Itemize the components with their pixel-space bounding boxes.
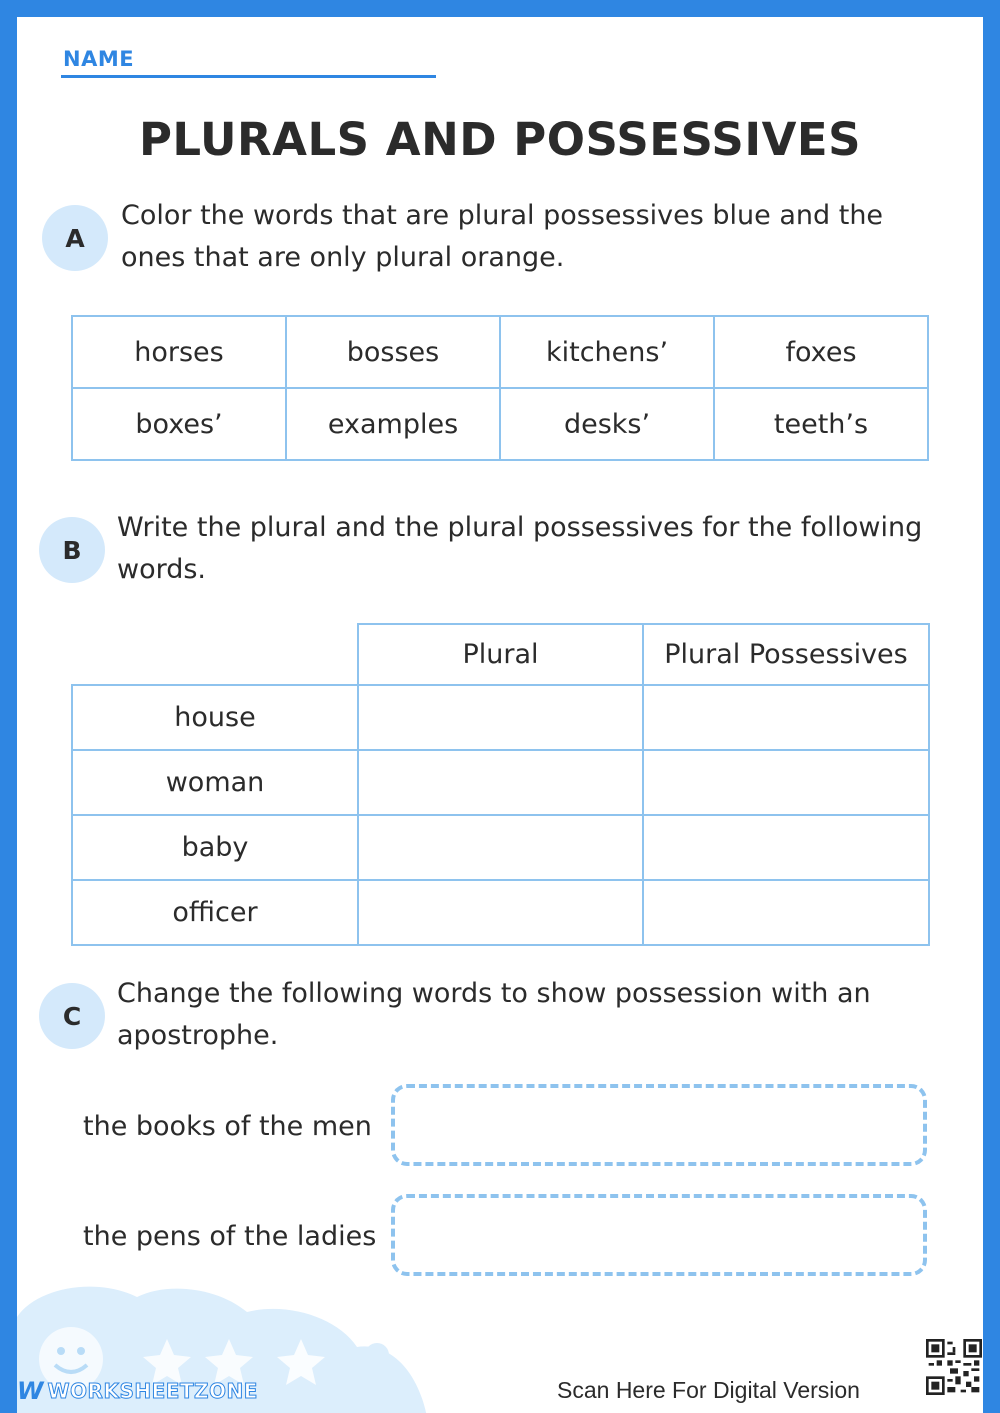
phrase-label: the books of the men xyxy=(83,1111,372,1142)
section-c-badge: C xyxy=(39,983,105,1049)
section-a-instruction xyxy=(121,195,951,279)
possessive-answer-cell[interactable] xyxy=(643,750,929,815)
section-c-instruction xyxy=(117,973,947,1057)
section-b-instruction-line1: Write the plural and the plural possessives for the following xyxy=(117,512,923,543)
word-cell[interactable]: horses xyxy=(72,316,286,388)
header-blank-cell xyxy=(72,624,358,685)
brand-logo xyxy=(17,1377,258,1405)
table-row xyxy=(72,685,929,750)
word-cell[interactable]: desks’ xyxy=(500,388,714,460)
word-cell[interactable]: boxes’ xyxy=(72,388,286,460)
word-cell[interactable]: teeth’s xyxy=(714,388,928,460)
plural-answer-cell[interactable] xyxy=(358,750,643,815)
possessive-answer-cell[interactable] xyxy=(643,815,929,880)
section-a-instruction-line2: ones that are only plural orange. xyxy=(121,242,565,273)
brand-w-icon: W xyxy=(17,1377,44,1405)
plural-table xyxy=(71,623,930,946)
possessive-answer-cell[interactable] xyxy=(643,685,929,750)
section-b-instruction xyxy=(117,507,947,591)
plural-answer-cell[interactable] xyxy=(358,685,643,750)
table-row xyxy=(72,388,928,460)
section-b-instruction-line2: words. xyxy=(117,554,207,585)
word-cell: woman xyxy=(72,750,358,815)
section-c-instruction-line1: Change the following words to show possession with an xyxy=(117,978,871,1009)
phrase-label: the pens of the ladies xyxy=(83,1221,377,1252)
answer-box[interactable] xyxy=(391,1194,927,1276)
brand-name: WORKSHEETZONE xyxy=(47,1379,258,1403)
possessive-answer-cell[interactable] xyxy=(643,880,929,945)
section-c-instruction-line2: apostrophe. xyxy=(117,1020,279,1051)
header-plural: Plural xyxy=(358,624,643,685)
word-cell[interactable]: bosses xyxy=(286,316,500,388)
table-header-row xyxy=(72,624,929,685)
header-plural-possessives: Plural Possessives xyxy=(643,624,929,685)
word-cell: officer xyxy=(72,880,358,945)
word-cell[interactable]: kitchens’ xyxy=(500,316,714,388)
table-row xyxy=(72,880,929,945)
section-a-badge: A xyxy=(42,205,108,271)
qr-code-icon[interactable] xyxy=(926,1339,982,1395)
name-line[interactable] xyxy=(61,75,436,78)
page-title: PLURALS AND POSSESSIVES xyxy=(138,113,862,166)
section-a-instruction-line1: Color the words that are plural possessives blue and the xyxy=(121,200,884,231)
answer-box[interactable] xyxy=(391,1084,927,1166)
name-label: NAME xyxy=(63,47,135,71)
word-color-table xyxy=(71,315,929,461)
word-cell[interactable]: foxes xyxy=(714,316,928,388)
table-row xyxy=(72,750,929,815)
worksheet-page xyxy=(17,17,983,1413)
scan-text: Scan Here For Digital Version xyxy=(557,1377,860,1403)
table-row xyxy=(72,316,928,388)
word-cell[interactable]: examples xyxy=(286,388,500,460)
word-cell: baby xyxy=(72,815,358,880)
table-row xyxy=(72,815,929,880)
word-cell: house xyxy=(72,685,358,750)
section-b-badge: B xyxy=(39,517,105,583)
plural-answer-cell[interactable] xyxy=(358,880,643,945)
plural-answer-cell[interactable] xyxy=(358,815,643,880)
